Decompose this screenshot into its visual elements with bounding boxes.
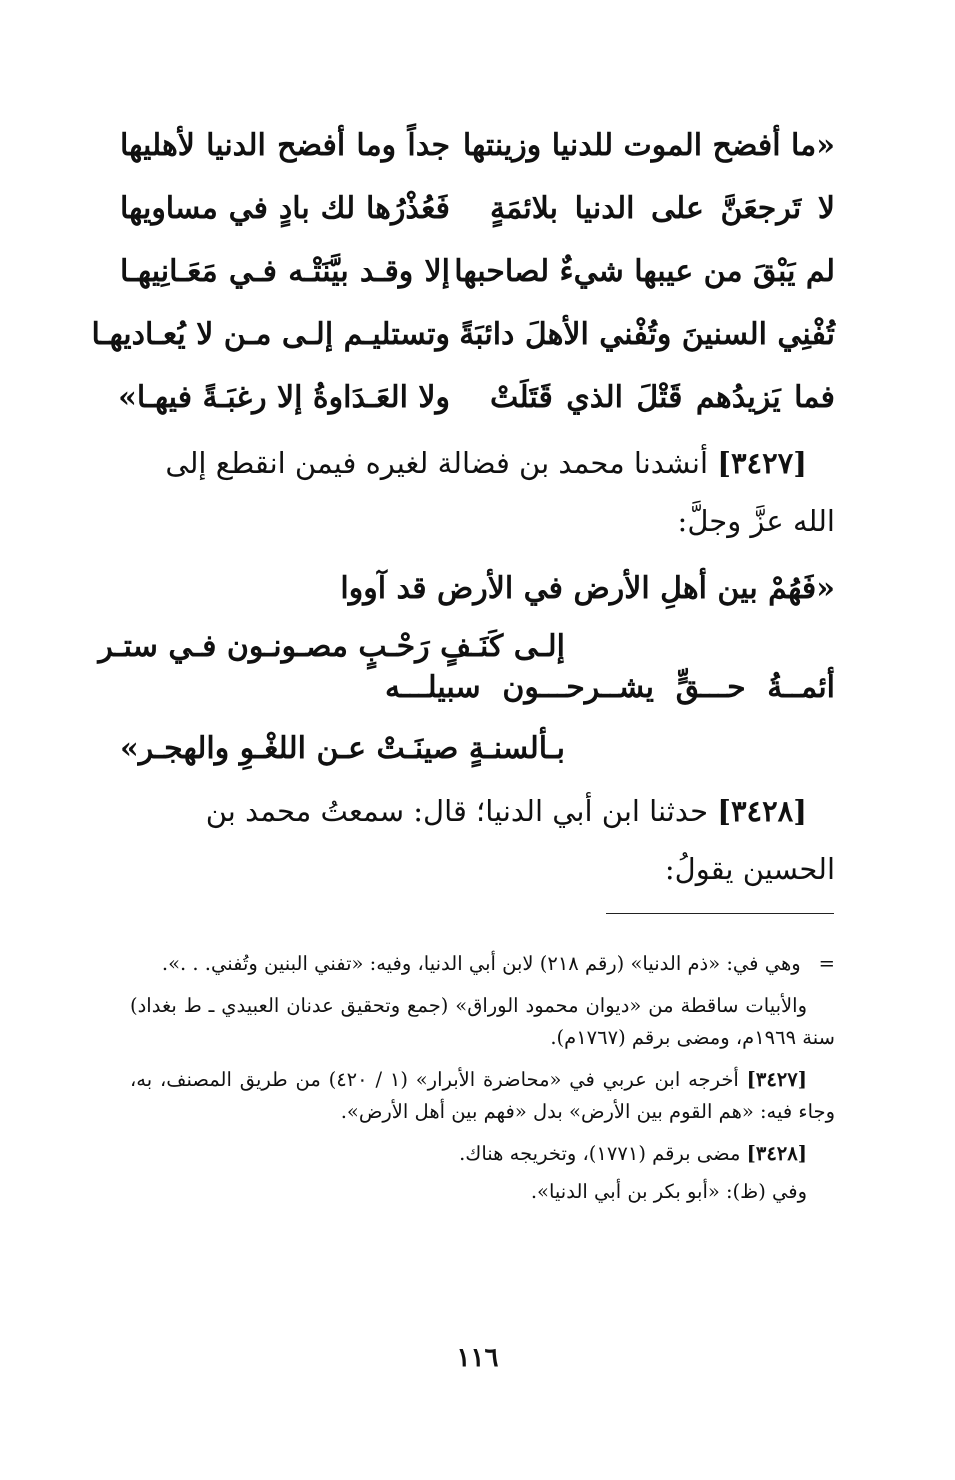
verse-line [120,370,835,426]
verse-first-hemistich: فما يَزيدُهم قَتْلَ الذي قَتَلَتْ [490,380,835,415]
verse-line: «فَهُمْ بين أهلِ الأرض في الأرض قد آووا [340,571,835,606]
verse-line [120,118,835,174]
verse-second-hemistich: وتستليـم إلـى مـن لا يُعـاديهـا [91,317,450,352]
footnote-text: أخرجه ابن عربي في «محاضرة الأبرار» (١ / ٤٢٠) من طريق المصنف، به، وجاء فيه: «هم القوم بين الأرض» بدل «فهم بين أهل الأرض». [130,1068,835,1123]
footnote-number: [٣٤٢٧] [746,1068,807,1091]
verse-first-hemistich: لم يَبْقَ من عيبها شيءٌ لصاحبها [454,254,835,289]
narration-number: [٣٤٢٧] [717,446,807,480]
verse-line [91,307,835,363]
footnote [130,1138,835,1170]
verse-line [120,181,835,237]
verse-line: إلـى كَنَـفٍ رَحْـبٍ مصـونـون فـي ستـر [98,629,565,664]
footnote [130,1176,835,1208]
footnote-number: [٣٤٢٨] [746,1142,807,1165]
verse-first-hemistich: تُفْنِي السنينَ وتُفْني الأهلَ دائبَةً [459,317,835,352]
verse-line: بـألسنـةٍ صينَـتْ عـن اللغْـوِ والهجـر» [120,731,565,766]
footnote [130,948,835,980]
footnote-text: والأبيات ساقطة من «ديوان محمود الوراق» (جمع وتحقيق عدنان العبيدي ـ ط بغداد) سنة ١٩٦٩م، ومضى برقم (١٧٦٧م). [130,994,835,1049]
verse-first-hemistich: لا تَرجعَنَّ على الدنيا بلائمَةٍ [490,191,835,226]
footnote-text: وهي في: «ذم الدنيا» (رقم ٢١٨) لابن أبي الدنيا، وفيه: «تفني البنين وتُفني. . .». [161,952,801,975]
narration-text: أنشدنا محمد بن فضالة لغيره فيمن انقطع إلى الله عزَّ وجلَّ: [165,446,835,538]
verse-line [120,244,835,300]
verse-first-hemistich: «ما أفضح الموت للدنيا وزينتها [462,128,835,163]
narration-paragraph [120,434,835,550]
footnote-text: وفي (ظ): «أبو بكر بن أبي الدنيا». [530,1180,807,1203]
footnote [130,1064,835,1128]
page-number: ١١٦ [456,1343,499,1373]
continuation-mark: = [818,952,835,975]
narration-text: حدثنا ابن أبي الدنيا؛ قال: سمعتُ محمد بن الحسين يقولُ: [205,794,835,886]
verse-second-hemistich: إلا وقـد بيَّنَتْـه فـي مَعَـانِيهـا [120,254,450,289]
footnote [130,990,835,1054]
verse-line: أئمــةُ حـــقٍّ يشــرحـــون سبيلـــه [385,670,835,705]
narration-paragraph [120,782,835,898]
verse-second-hemistich: جداً وما أفضح الدنيا لأهليها [120,128,450,163]
narration-number: [٣٤٢٨] [717,794,807,828]
footnote-text: مضى برقم (١٧٧١)، وتخريجه هناك. [459,1142,747,1165]
footnote-separator [606,913,834,914]
verse-second-hemistich: فَعُذْرُها لك بادٍ في مساويها [120,191,450,226]
verse-second-hemistich: ولا العَـدَاوةُ إلا رغبَـةً فيهـا» [118,380,450,415]
footnotes [130,948,835,1218]
